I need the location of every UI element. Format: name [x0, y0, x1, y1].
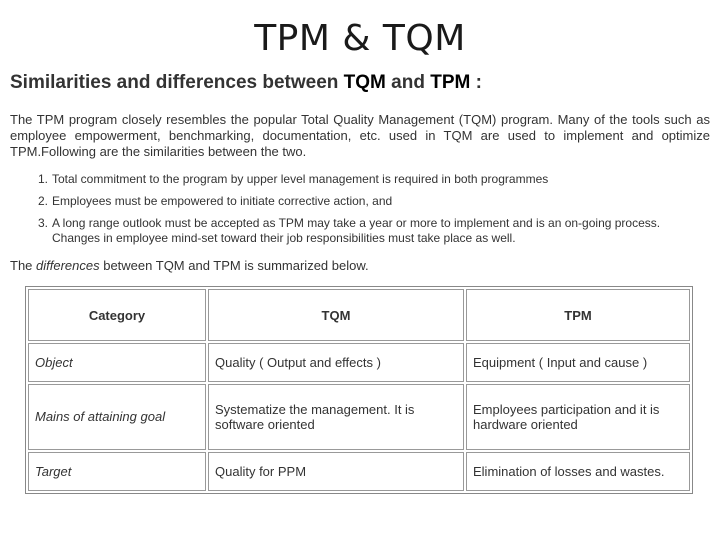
- list-item-number: 1.: [38, 172, 49, 186]
- header-category: Category: [28, 289, 206, 341]
- cell-category: Mains of attaining goal: [28, 384, 206, 449]
- header-tqm: TQM: [208, 289, 464, 341]
- summary-prefix: The: [10, 258, 37, 273]
- heading-tqm: TQM: [343, 72, 386, 93]
- heading-suffix: :: [470, 72, 482, 93]
- cell-tqm: Quality for PPM: [208, 452, 464, 491]
- heading-and: and: [385, 72, 431, 93]
- slide-title: TPM & TQM: [254, 18, 466, 59]
- summary-emphasis: differences: [36, 258, 100, 273]
- cell-tqm: Systematize the management. It is software oriented: [208, 384, 464, 449]
- table-row: [28, 384, 690, 449]
- cell-tpm: Employees participation and it is hardware oriented: [466, 384, 690, 449]
- heading-prefix: Similarities and differences between: [10, 72, 344, 93]
- list-item-text: A long range outlook must be accepted as TPM may take a year or more to implement and is an on-going process. Changes in employee mind-set toward their job responsibilities must take place as well.: [52, 216, 661, 245]
- table-header-row: [28, 289, 690, 341]
- list-item: [38, 194, 710, 209]
- table-row: [28, 343, 690, 382]
- list-item-number: 2.: [38, 194, 49, 208]
- comparison-table: [25, 286, 693, 494]
- list-item-number: 3.: [38, 216, 49, 230]
- cell-tpm: Elimination of losses and wastes.: [466, 452, 690, 491]
- section-heading: [10, 72, 482, 94]
- cell-tqm: Quality ( Output and effects ): [208, 343, 464, 382]
- list-item: [38, 172, 710, 187]
- list-item-text: Employees must be empowered to initiate corrective action, and: [52, 194, 393, 208]
- similarities-list: [38, 172, 710, 253]
- header-tpm: TPM: [466, 289, 690, 341]
- cell-tpm: Equipment ( Input and cause ): [466, 343, 690, 382]
- cell-category: Target: [28, 452, 206, 491]
- heading-tpm: TPM: [430, 72, 471, 93]
- cell-category: Object: [28, 343, 206, 382]
- summary-suffix: between TQM and TPM is summarized below.: [99, 258, 369, 273]
- table-row: [28, 452, 690, 491]
- intro-paragraph: The TPM program closely resembles the popular Total Quality Management (TQM) program. Many of the tools such as employee empowerment, benchmarking, documentation, etc. used in TQM are used to implement and optimize TPM.Following are the similarities between the two.: [10, 112, 710, 159]
- list-item-text: Total commitment to the program by upper level management is required in both programmes: [52, 172, 549, 186]
- list-item: [38, 216, 710, 246]
- summary-line: [10, 258, 369, 273]
